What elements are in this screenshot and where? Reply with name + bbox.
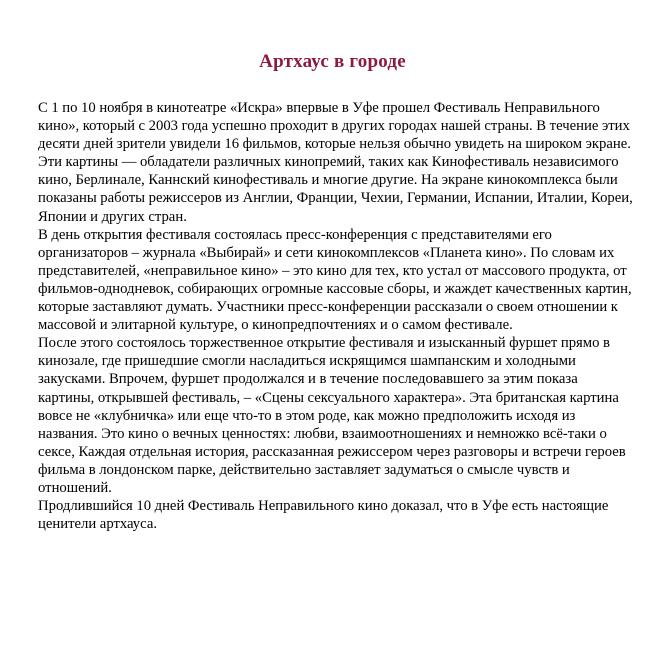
- paragraph-1: С 1 по 10 ноября в кинотеатре «Искра» впервые в Уфе прошел Фестиваль Неправильного кино», который с 2003 года успешно проходит в других городах нашей страны. В течение этих десяти дней зрители увидели 16 фильмов, которые нельзя обычно увидеть на широком экране. Эти картины — обладатели различных кинопремий, таких как Кинофестиваль независимого кино, Берлинале, Каннский кинофестиваль и многие другие. На экране кинокомплекса были показаны работы режиссеров из Англии, Франции, Чехии, Германии, Испании, Италии, Кореи, Японии и других стран.: [38, 100, 633, 225]
- paragraph-3: После этого состоялось торжественное открытие фестиваля и изысканный фуршет прямо в кинозале, где пришедшие смогли насладиться искрящимся шампанским и холодными закусками. Впрочем, фуршет продолжался и в течение последовавшего за этим показа картины, открывшей фестиваль, – «Сцены сексуального характера». Эта британская картина вовсе не «клубничка» или еще что-то в этом роде, как можно предположить исходя из названия. Это кино о вечных ценностях: любви, взаимоотношениях и немножко всё-таки о сексе, Каждая отдельная история, рассказанная режиссером через разговоры и встречи героев фильма в лондонском парке, действительно заставляет задуматься о смысле чувств и отношений.: [38, 335, 626, 496]
- paragraph-2: В день открытия фестиваля состоялась пресс-конференция с представителями его организаторов – журнала «Выбирай» и сети кинокомплексов «Планета кино». По словам их представителей, «неправильное кино» – это кино для тех, кто устал от массового продукта, от фильмов-однодневок, собирающих огромные кассовые сборы, и жаждет качественных картин, которые заставляют думать. Участники пресс-конференции рассказали о своем отношении к массовой и элитарной культуре, о кинопредпочтениях и о самом фестивале.: [38, 226, 632, 334]
- paragraph-4: Продлившийся 10 дней Фестиваль Неправильного кино доказал, что в Уфе есть настоящие ценители артхауса.: [38, 498, 609, 533]
- page-title: Артхаус в городе: [259, 51, 406, 72]
- article-body: [38, 99, 636, 533]
